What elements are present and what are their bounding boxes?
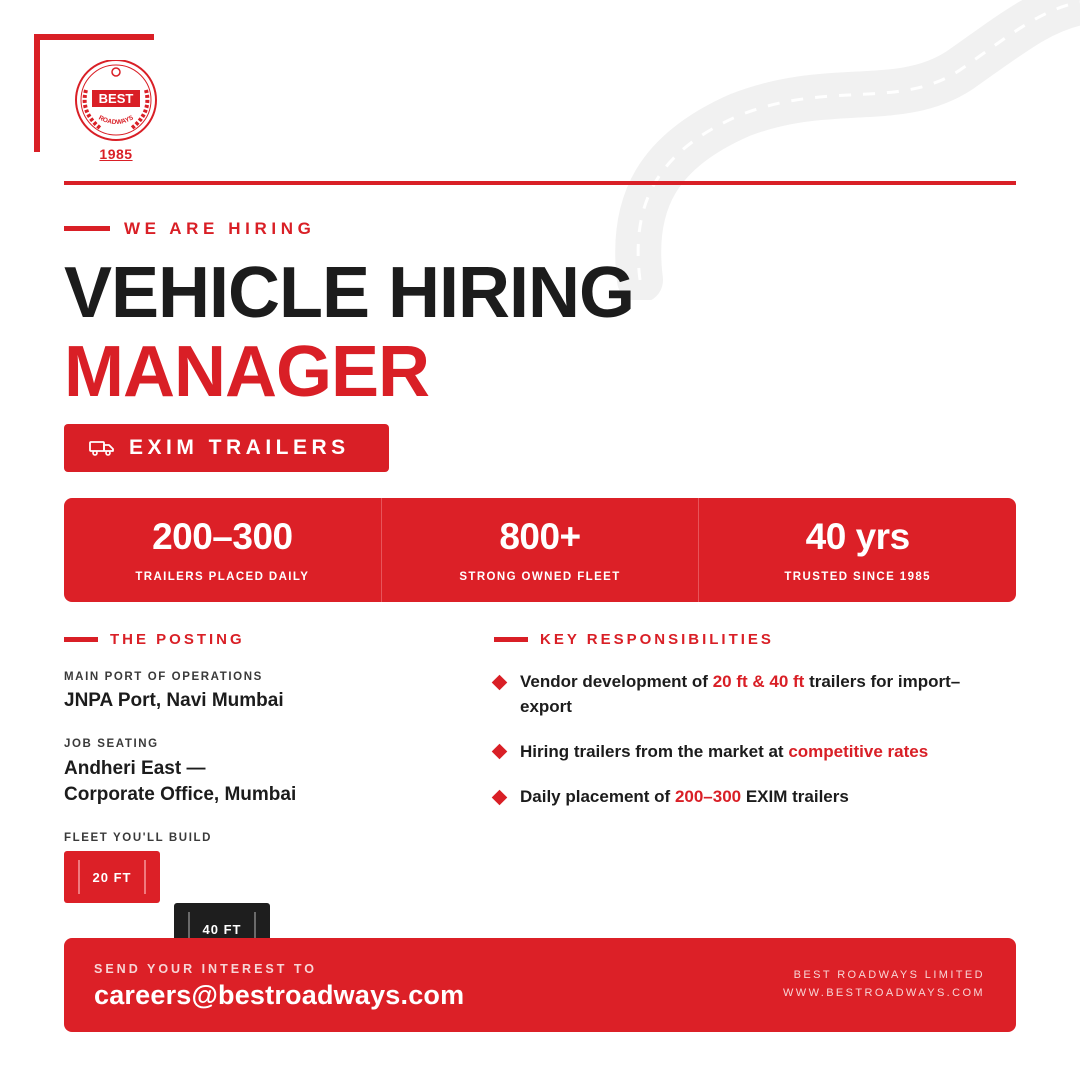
fleet-chip-label: 40 FT	[202, 921, 242, 937]
category-tag-label: EXIM TRAILERS	[129, 436, 350, 459]
stat-label: STRONG OWNED FLEET	[459, 571, 621, 583]
corner-bracket-vertical	[34, 34, 40, 152]
fleet-chip-20ft	[64, 851, 160, 903]
fleet-label: FLEET YOU'LL BUILD	[64, 832, 213, 844]
posting-section-bar	[64, 637, 98, 642]
responsibility-highlight: 20 ft & 40 ft	[712, 672, 805, 691]
logo-ring-text: ROADWAYS	[97, 114, 135, 127]
stat-value: 200–300	[152, 516, 293, 557]
bullet-diamond	[492, 675, 508, 691]
job-title-line2: MANAGER	[64, 332, 429, 412]
stat-trailers-daily	[64, 498, 382, 602]
responsibility-item	[520, 669, 1020, 719]
responsibility-text: EXIM trailers	[741, 787, 849, 806]
company-name: BEST ROADWAYS LIMITED	[793, 969, 985, 981]
responsibilities-section-bar	[494, 637, 528, 642]
contact-email-link[interactable]: careers@bestroadways.com	[94, 980, 465, 1010]
stats-panel	[64, 498, 1016, 602]
responsibility-text: Hiring trailers from the market at	[520, 742, 789, 761]
logo-year: 1985	[99, 146, 133, 162]
responsibility-highlight: 200–300	[674, 787, 742, 806]
stat-value: 800+	[499, 516, 581, 557]
responsibility-text: Daily placement of	[520, 787, 675, 806]
responsibility-text: trailers for import–	[804, 672, 961, 691]
svg-text:ROADWAYS	[97, 114, 135, 126]
road-graphic	[600, 0, 1080, 300]
responsibility-text: Vendor development of	[520, 672, 713, 691]
fleet-chip-label: 20 FT	[92, 869, 132, 885]
responsibility-highlight: competitive rates	[788, 742, 929, 761]
truck-icon	[89, 440, 115, 456]
responsibility-text: export	[520, 697, 572, 716]
kicker-bar	[64, 226, 110, 231]
website-link[interactable]: WWW.BESTROADWAYS.COM	[783, 987, 985, 999]
job-title-line1: VEHICLE HIRING	[64, 253, 635, 333]
seating-label: JOB SEATING	[64, 738, 159, 750]
contact-footer	[64, 938, 1016, 1032]
port-value: JNPA Port, Navi Mumbai	[64, 690, 284, 711]
stat-owned-fleet	[382, 498, 700, 602]
responsibilities-section-title: KEY RESPONSIBILITIES	[540, 631, 774, 648]
category-tag	[64, 424, 389, 472]
bullet-diamond	[492, 744, 508, 760]
seating-value-line2: Corporate Office, Mumbai	[64, 784, 297, 805]
posting-section-title: THE POSTING	[110, 631, 245, 648]
stat-years-trusted	[699, 498, 1016, 602]
corner-bracket-horizontal	[34, 34, 154, 40]
bullet-diamond	[492, 790, 508, 806]
port-label: MAIN PORT OF OPERATIONS	[64, 671, 263, 683]
stat-value: 40 yrs	[805, 516, 910, 557]
contact-label: SEND YOUR INTEREST TO	[94, 962, 317, 976]
seating-value-line1: Andheri East —	[64, 758, 206, 779]
logo-text: BEST	[98, 91, 134, 106]
kicker-text: WE ARE HIRING	[124, 219, 316, 238]
stat-label: TRUSTED SINCE 1985	[784, 571, 931, 583]
responsibility-item	[520, 739, 1020, 764]
responsibility-item	[520, 784, 1020, 809]
header-divider	[64, 181, 1016, 185]
stat-label: TRAILERS PLACED DAILY	[135, 571, 310, 583]
